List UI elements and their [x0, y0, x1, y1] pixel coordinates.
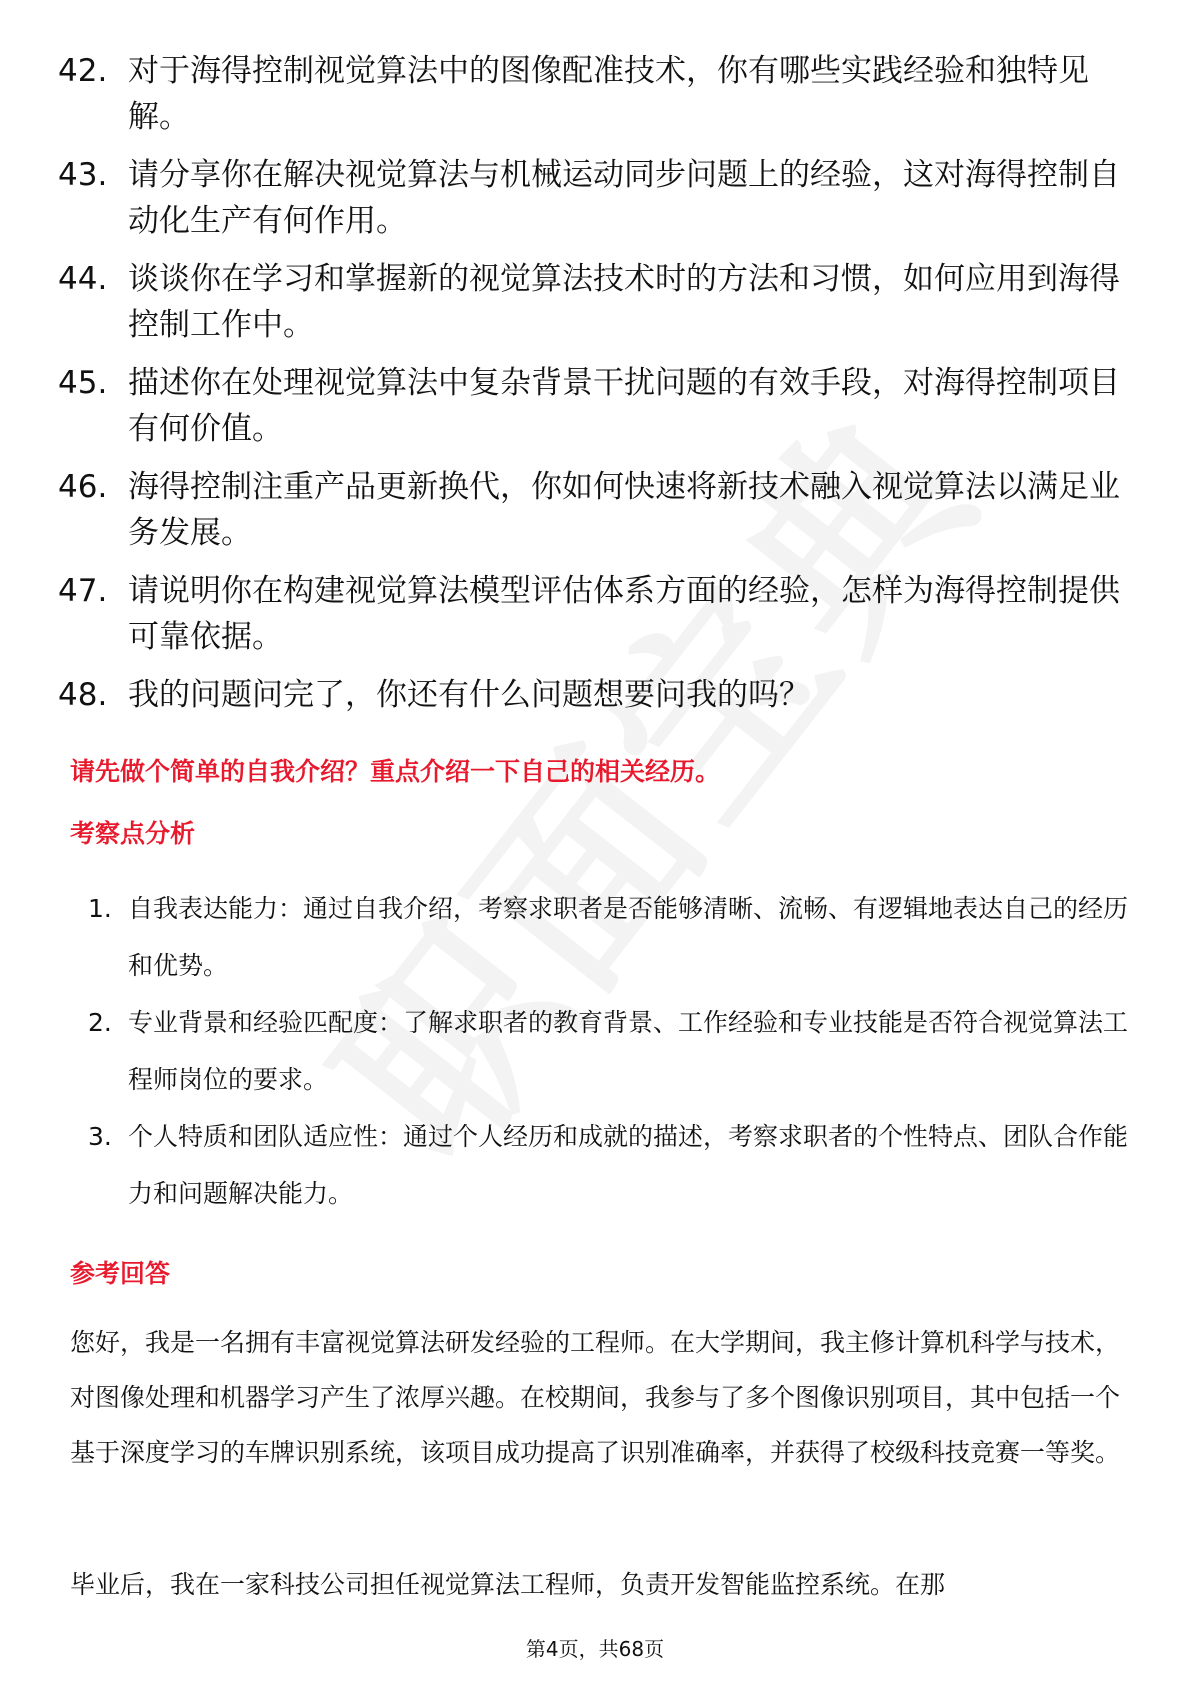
question-item	[58, 464, 1138, 556]
question-number: 43.	[58, 157, 108, 193]
question-number: 48.	[58, 677, 108, 713]
question-item	[58, 152, 1138, 244]
question-number: 47.	[58, 573, 108, 609]
point-number: 3.	[88, 1122, 112, 1151]
point-text: 个人特质和团队适应性：通过个人经历和成就的描述，考察求职者的个性特点、团队合作能力和问题解决能力。	[128, 1122, 1129, 1208]
question-item	[58, 256, 1138, 348]
question-item	[58, 568, 1138, 660]
answer-paragraph: 毕业后，我在一家科技公司担任视觉算法工程师，负责开发智能监控系统。在那	[70, 1570, 946, 1599]
question-number: 46.	[58, 469, 108, 505]
analysis-point	[88, 1108, 1128, 1222]
answer-paragraph: 您好，我是一名拥有丰富视觉算法研发经验的工程师。在大学期间，我主修计算机科学与技术，对图像处理和机器学习产生了浓厚兴趣。在校期间，我参与了多个图像识别项目，其中包括一个基于深度学习的车牌识别系统，该项目成功提高了识别准确率，并获得了校级科技竞赛一等奖。	[70, 1328, 1121, 1467]
question-number: 45.	[58, 365, 108, 401]
question-text: 我的问题问完了，你还有什么问题想要问我的吗？	[128, 677, 810, 713]
question-list	[58, 48, 1138, 730]
question-number: 42.	[58, 53, 108, 89]
question-item	[58, 360, 1138, 452]
page-footer: 第4页，共68页	[525, 1637, 665, 1661]
question-text: 谈谈你在学习和掌握新的视觉算法技术时的方法和习惯，如何应用到海得控制工作中。	[128, 261, 1120, 343]
question-item	[58, 48, 1138, 140]
question-text: 海得控制注重产品更新换代，你如何快速将新技术融入视觉算法以满足业务发展。	[128, 469, 1120, 551]
analysis-points	[88, 880, 1128, 1222]
point-number: 1.	[88, 894, 112, 923]
question-item	[58, 672, 1138, 718]
question-text: 对于海得控制视觉算法中的图像配准技术，你有哪些实践经验和独特见解。	[128, 53, 1089, 135]
question-text: 请说明你在构建视觉算法模型评估体系方面的经验，怎样为海得控制提供可靠依据。	[128, 573, 1120, 655]
analysis-point	[88, 994, 1128, 1108]
analysis-point	[88, 880, 1128, 994]
point-number: 2.	[88, 1008, 112, 1037]
point-text: 专业背景和经验匹配度：了解求职者的教育背景、工作经验和专业技能是否符合视觉算法工程师岗位的要求。	[128, 1008, 1129, 1094]
analysis-heading: 考察点分析	[70, 819, 196, 848]
question-number: 44.	[58, 261, 108, 297]
answer-heading: 参考回答	[70, 1259, 171, 1288]
intro-question: 请先做个简单的自我介绍？重点介绍一下自己的相关经历。	[70, 757, 721, 786]
question-text: 描述你在处理视觉算法中复杂背景干扰问题的有效手段，对海得控制项目有何价值。	[128, 365, 1120, 447]
question-text: 请分享你在解决视觉算法与机械运动同步问题上的经验，这对海得控制自动化生产有何作用。	[128, 157, 1120, 239]
point-text: 自我表达能力：通过自我介绍，考察求职者是否能够清晰、流畅、有逻辑地表达自己的经历和优势。	[128, 894, 1129, 980]
